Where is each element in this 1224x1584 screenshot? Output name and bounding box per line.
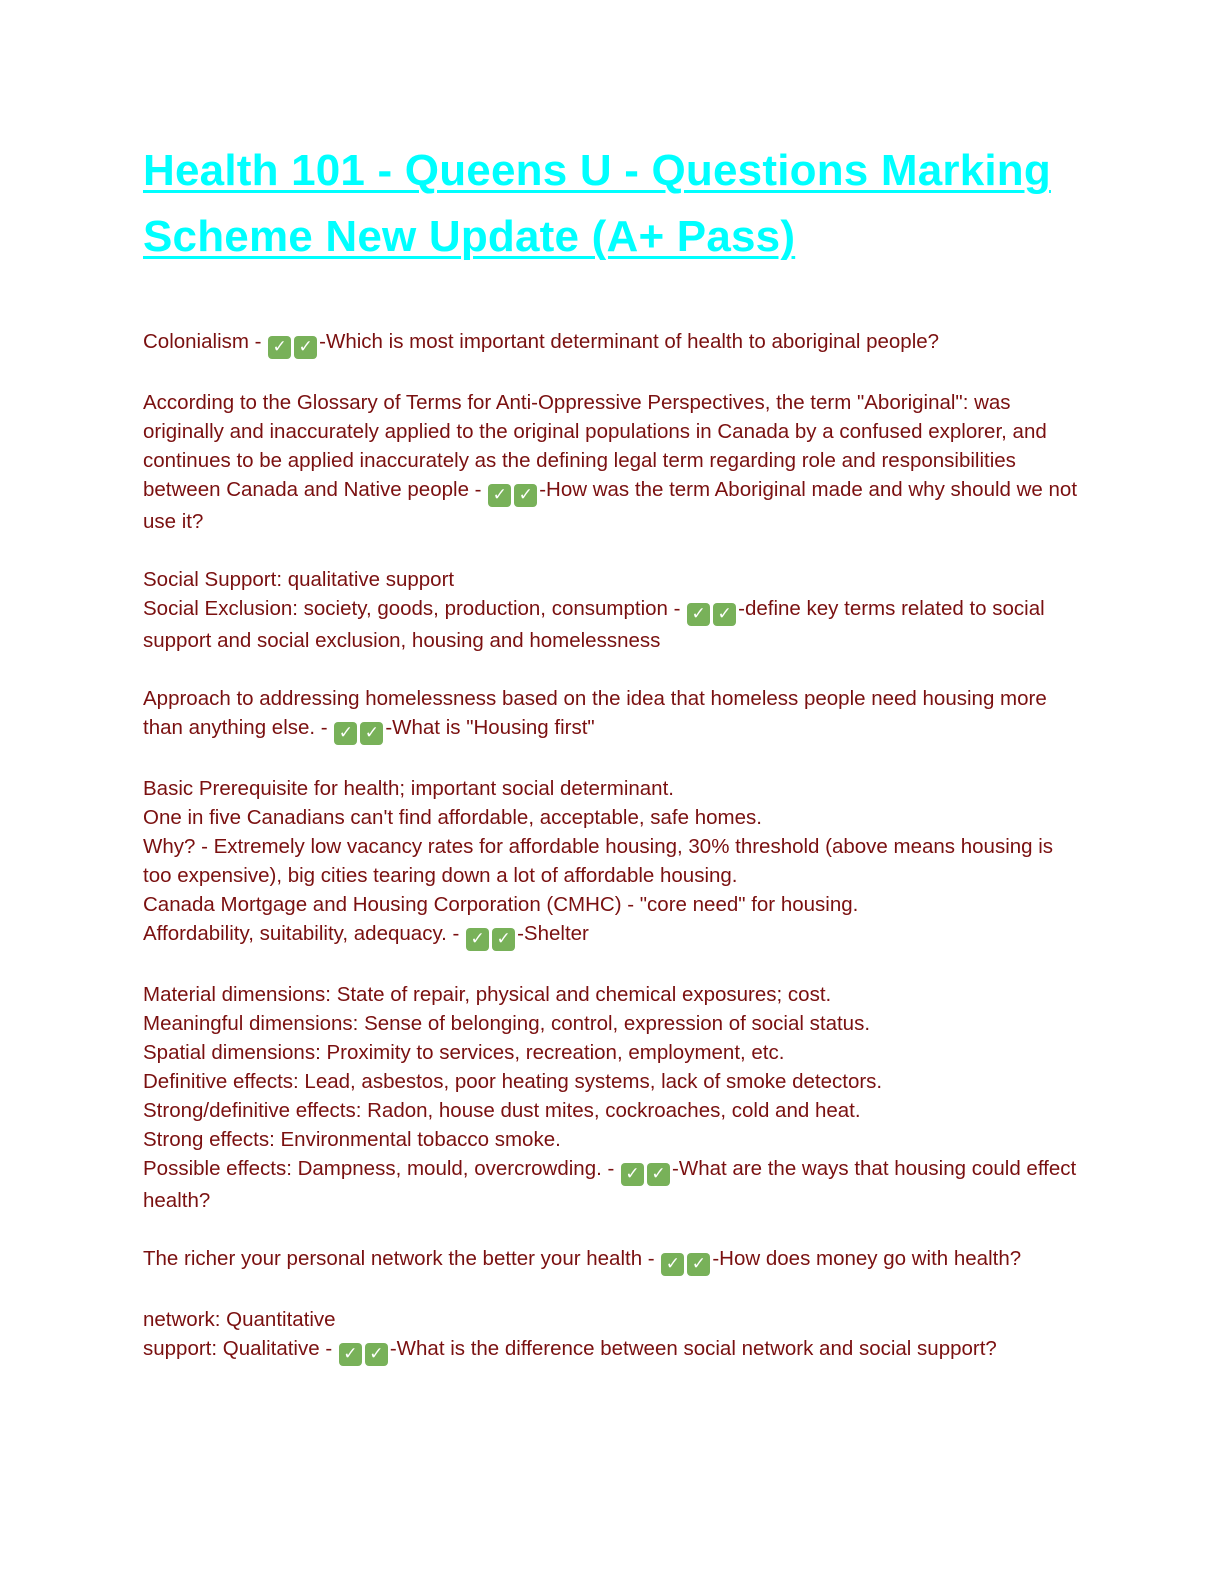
answer-line: Meaningful dimensions: Sense of belonging, control, expression of social status.	[143, 1012, 871, 1035]
question-text: -Which is most important determinant of health to aboriginal people?	[319, 330, 940, 353]
check-mark-icon: ✓	[360, 722, 383, 745]
check-mark-icon: ✓	[365, 1343, 388, 1366]
check-mark-icon: ✓	[514, 484, 537, 507]
qa-item	[143, 327, 1078, 359]
question-text: -define key terms related to social support and social exclusion, housing and homelessness	[143, 597, 1045, 652]
question-text: -How was the term Aboriginal made and why should we not use it?	[143, 478, 1078, 533]
qa-item	[143, 980, 1078, 1215]
qa-item	[143, 1244, 1078, 1276]
question-text: -Shelter	[517, 922, 589, 945]
check-mark-icon: ✓	[621, 1163, 644, 1186]
answer-line: Social Exclusion: society, goods, production, consumption - ✓ ✓ -define key terms related to social support and social exclusion, housing and homelessness	[143, 597, 1045, 652]
document-title[interactable]: Health 101 - Queens U - Questions Marking Scheme New Update (A+ Pass)	[143, 146, 1051, 261]
answer-line: Affordability, suitability, adequacy. - ✓ ✓ -Shelter	[143, 922, 589, 949]
question-text: -What is the difference between social network and social support?	[389, 1337, 997, 1360]
answer-line: One in five Canadians can't find affordable, acceptable, safe homes.	[143, 806, 762, 829]
qa-item	[143, 565, 1078, 655]
qa-item	[143, 1305, 1078, 1366]
answer-line: Material dimensions: State of repair, physical and chemical exposures; cost.	[143, 983, 832, 1006]
check-mark-icon: ✓	[466, 928, 489, 951]
check-mark-icon: ✓	[488, 484, 511, 507]
question-text: -What is "Housing first"	[385, 716, 595, 739]
check-mark-icon: ✓	[334, 722, 357, 745]
question-text: -What are the ways that housing could effect health?	[143, 1157, 1077, 1212]
answer-line: network: Quantitative	[143, 1308, 336, 1331]
check-mark-icon: ✓	[687, 603, 710, 626]
check-mark-icon: ✓	[492, 928, 515, 951]
check-mark-icon: ✓	[661, 1253, 684, 1276]
answer-line: Why? - Extremely low vacancy rates for affordable housing, 30% threshold (above means housing is too expensive), big cities tearing down a lot of affordable housing.	[143, 835, 1054, 887]
qa-item	[143, 684, 1078, 745]
answer-line: Basic Prerequisite for health; important social determinant.	[143, 777, 674, 800]
answer-line: Colonialism - ✓ ✓ -Which is most important determinant of health to aboriginal people?	[143, 330, 940, 357]
check-mark-icon: ✓	[713, 603, 736, 626]
answer-line: support: Qualitative - ✓ ✓ -What is the difference between social network and social support?	[143, 1337, 997, 1364]
check-mark-icon: ✓	[294, 336, 317, 359]
answer-line: Social Support: qualitative support	[143, 568, 455, 591]
answer-line: Possible effects: Dampness, mould, overcrowding. - ✓ ✓ -What are the ways that housing could effect health?	[143, 1157, 1077, 1212]
qa-item	[143, 388, 1078, 536]
answer-line: Spatial dimensions: Proximity to services, recreation, employment, etc.	[143, 1041, 785, 1064]
qa-item	[143, 774, 1078, 951]
answer-line: The richer your personal network the better your health - ✓ ✓ -How does money go with health?	[143, 1247, 1022, 1274]
check-mark-icon: ✓	[647, 1163, 670, 1186]
answer-line: Approach to addressing homelessness based on the idea that homeless people need housing more than anything else. - ✓ ✓ -What is "Housing first"	[143, 687, 1047, 743]
check-mark-icon: ✓	[339, 1343, 362, 1366]
answer-line: Definitive effects: Lead, asbestos, poor heating systems, lack of smoke detectors.	[143, 1070, 883, 1093]
answer-line: Strong effects: Environmental tobacco smoke.	[143, 1128, 561, 1151]
answer-line: Strong/definitive effects: Radon, house dust mites, cockroaches, cold and heat.	[143, 1099, 861, 1122]
answer-line: Canada Mortgage and Housing Corporation (CMHC) - "core need" for housing.	[143, 893, 859, 916]
answer-line: According to the Glossary of Terms for Anti-Oppressive Perspectives, the term "Aboriginal": was originally and inaccurately applied to the original populations in Canada by a confused explorer, and continues to be applied inaccurately as the defining legal term regarding role and responsibilities between Canada and Native people - ✓ ✓ -How was the term Aboriginal made and why should we not use it?	[143, 391, 1078, 533]
document-page	[143, 138, 1078, 1395]
check-mark-icon: ✓	[687, 1253, 710, 1276]
question-text: -How does money go with health?	[712, 1247, 1022, 1270]
qa-list	[143, 327, 1078, 1366]
check-mark-icon: ✓	[268, 336, 291, 359]
